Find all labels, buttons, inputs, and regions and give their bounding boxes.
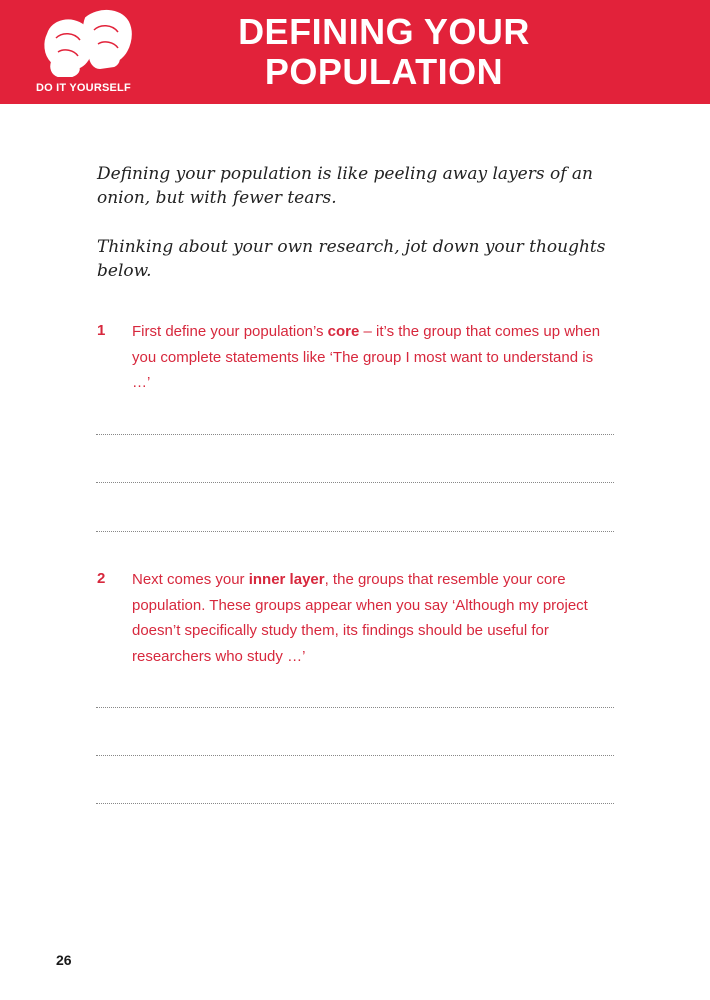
question-2-text-before: Next comes your	[132, 571, 249, 588]
answer-line-1-3[interactable]	[96, 531, 614, 532]
intro-paragraph-1: Defining your population is like peeling away layers of an onion, but with fewer tears.	[97, 164, 593, 208]
question-1-text-after: – it’s the group that comes up when you complete statements like ‘The group I most want to understand is …’	[132, 323, 601, 391]
page-title-line-1: DEFINING YOUR	[238, 11, 530, 52]
header-banner	[0, 0, 710, 104]
intro-paragraph-2: Thinking about your own research, jot down your thoughts below.	[97, 237, 606, 281]
answer-line-2-1[interactable]	[96, 707, 614, 708]
answer-line-1-1[interactable]	[96, 434, 614, 435]
logo-text: DO IT YOURSELF	[36, 82, 131, 94]
question-2-text	[132, 567, 602, 669]
question-2-text-after: , the groups that resemble your core population. These groups appear when you say ‘Although my project doesn’t specifically study them, its findings should be useful for researchers who study …’	[132, 571, 588, 665]
boxing-gloves-icon	[38, 4, 138, 78]
page-title	[196, 12, 572, 92]
answer-line-1-2[interactable]	[96, 482, 614, 483]
question-1-number: 1	[97, 322, 106, 339]
question-2-bold-term: inner layer	[248, 571, 325, 588]
question-1-text-before: First define your population’s	[132, 323, 328, 340]
answer-line-2-3[interactable]	[96, 803, 614, 804]
page-number: 26	[56, 952, 72, 968]
answer-line-2-2[interactable]	[96, 755, 614, 756]
question-1-bold-term: core	[327, 323, 360, 340]
question-2-number: 2	[97, 570, 106, 587]
question-1-text	[132, 319, 602, 396]
page-title-line-2: POPULATION	[264, 51, 504, 92]
